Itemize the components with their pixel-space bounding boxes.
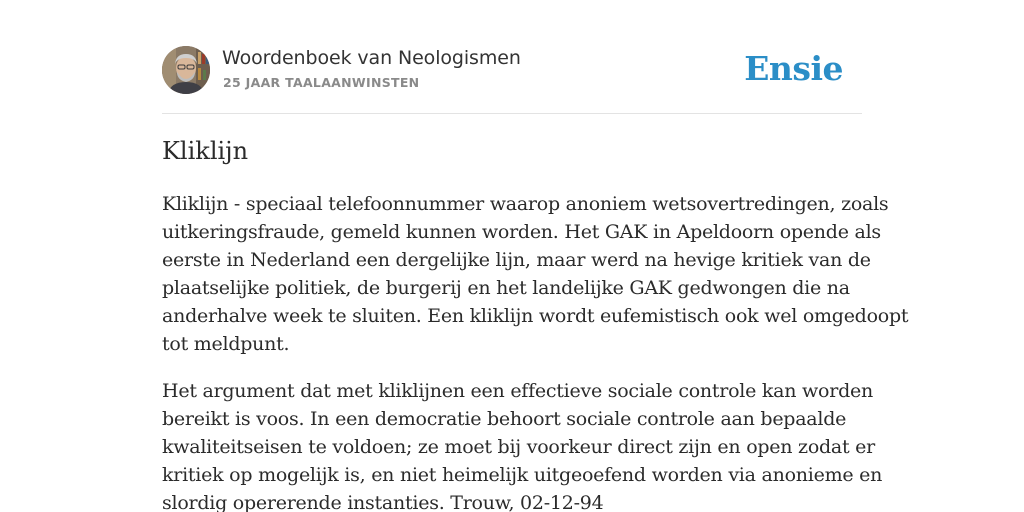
paragraph-line: kwaliteitseisen te voldoen; ze moet bij voorkeur direct zijn en open zodat er [162,436,876,458]
paragraph-line: tot meldpunt. [162,333,290,355]
article-paragraph-2 [162,377,883,512]
ensie-logo[interactable]: Ensie [744,49,843,88]
paragraph-line: Kliklijn - speciaal telefoonnummer waarop anoniem wetsovertredingen, zoals [162,193,889,215]
paragraph-line: Het argument dat met kliklijnen een effectieve sociale controle kan worden [162,380,873,402]
author-avatar[interactable] [162,46,210,94]
article-title: Kliklijn [162,137,249,165]
paragraph-line: eerste in Nederland een dergelijke lijn, maar werd na hevige kritiek van de [162,249,871,271]
avatar-portrait-icon [162,46,210,94]
article-paragraph-1 [162,190,909,358]
author-name-link[interactable]: Woordenboek van Neologismen [222,47,521,69]
page-header [162,46,862,96]
paragraph-line: kritiek op mogelijk is, en niet heimelijk uitgeoefend worden via anonieme en [162,464,883,486]
paragraph-line: anderhalve week te sluiten. Een kliklijn wordt eufemistisch ook wel omgedoopt [162,305,909,327]
header-divider [162,113,862,114]
paragraph-line: plaatselijke politiek, de burgerij en het landelijke GAK gedwongen die na [162,277,850,299]
paragraph-line: bereikt is voos. In een democratie behoort sociale controle aan bepaalde [162,408,847,430]
paragraph-line: uitkeringsfraude, gemeld kunnen worden. Het GAK in Apeldoorn opende als [162,221,881,243]
author-subtitle: 25 JAAR TAALAANWINSTEN [223,75,420,90]
paragraph-line: slordig opererende instanties. Trouw, 02-12-94 [162,492,604,512]
